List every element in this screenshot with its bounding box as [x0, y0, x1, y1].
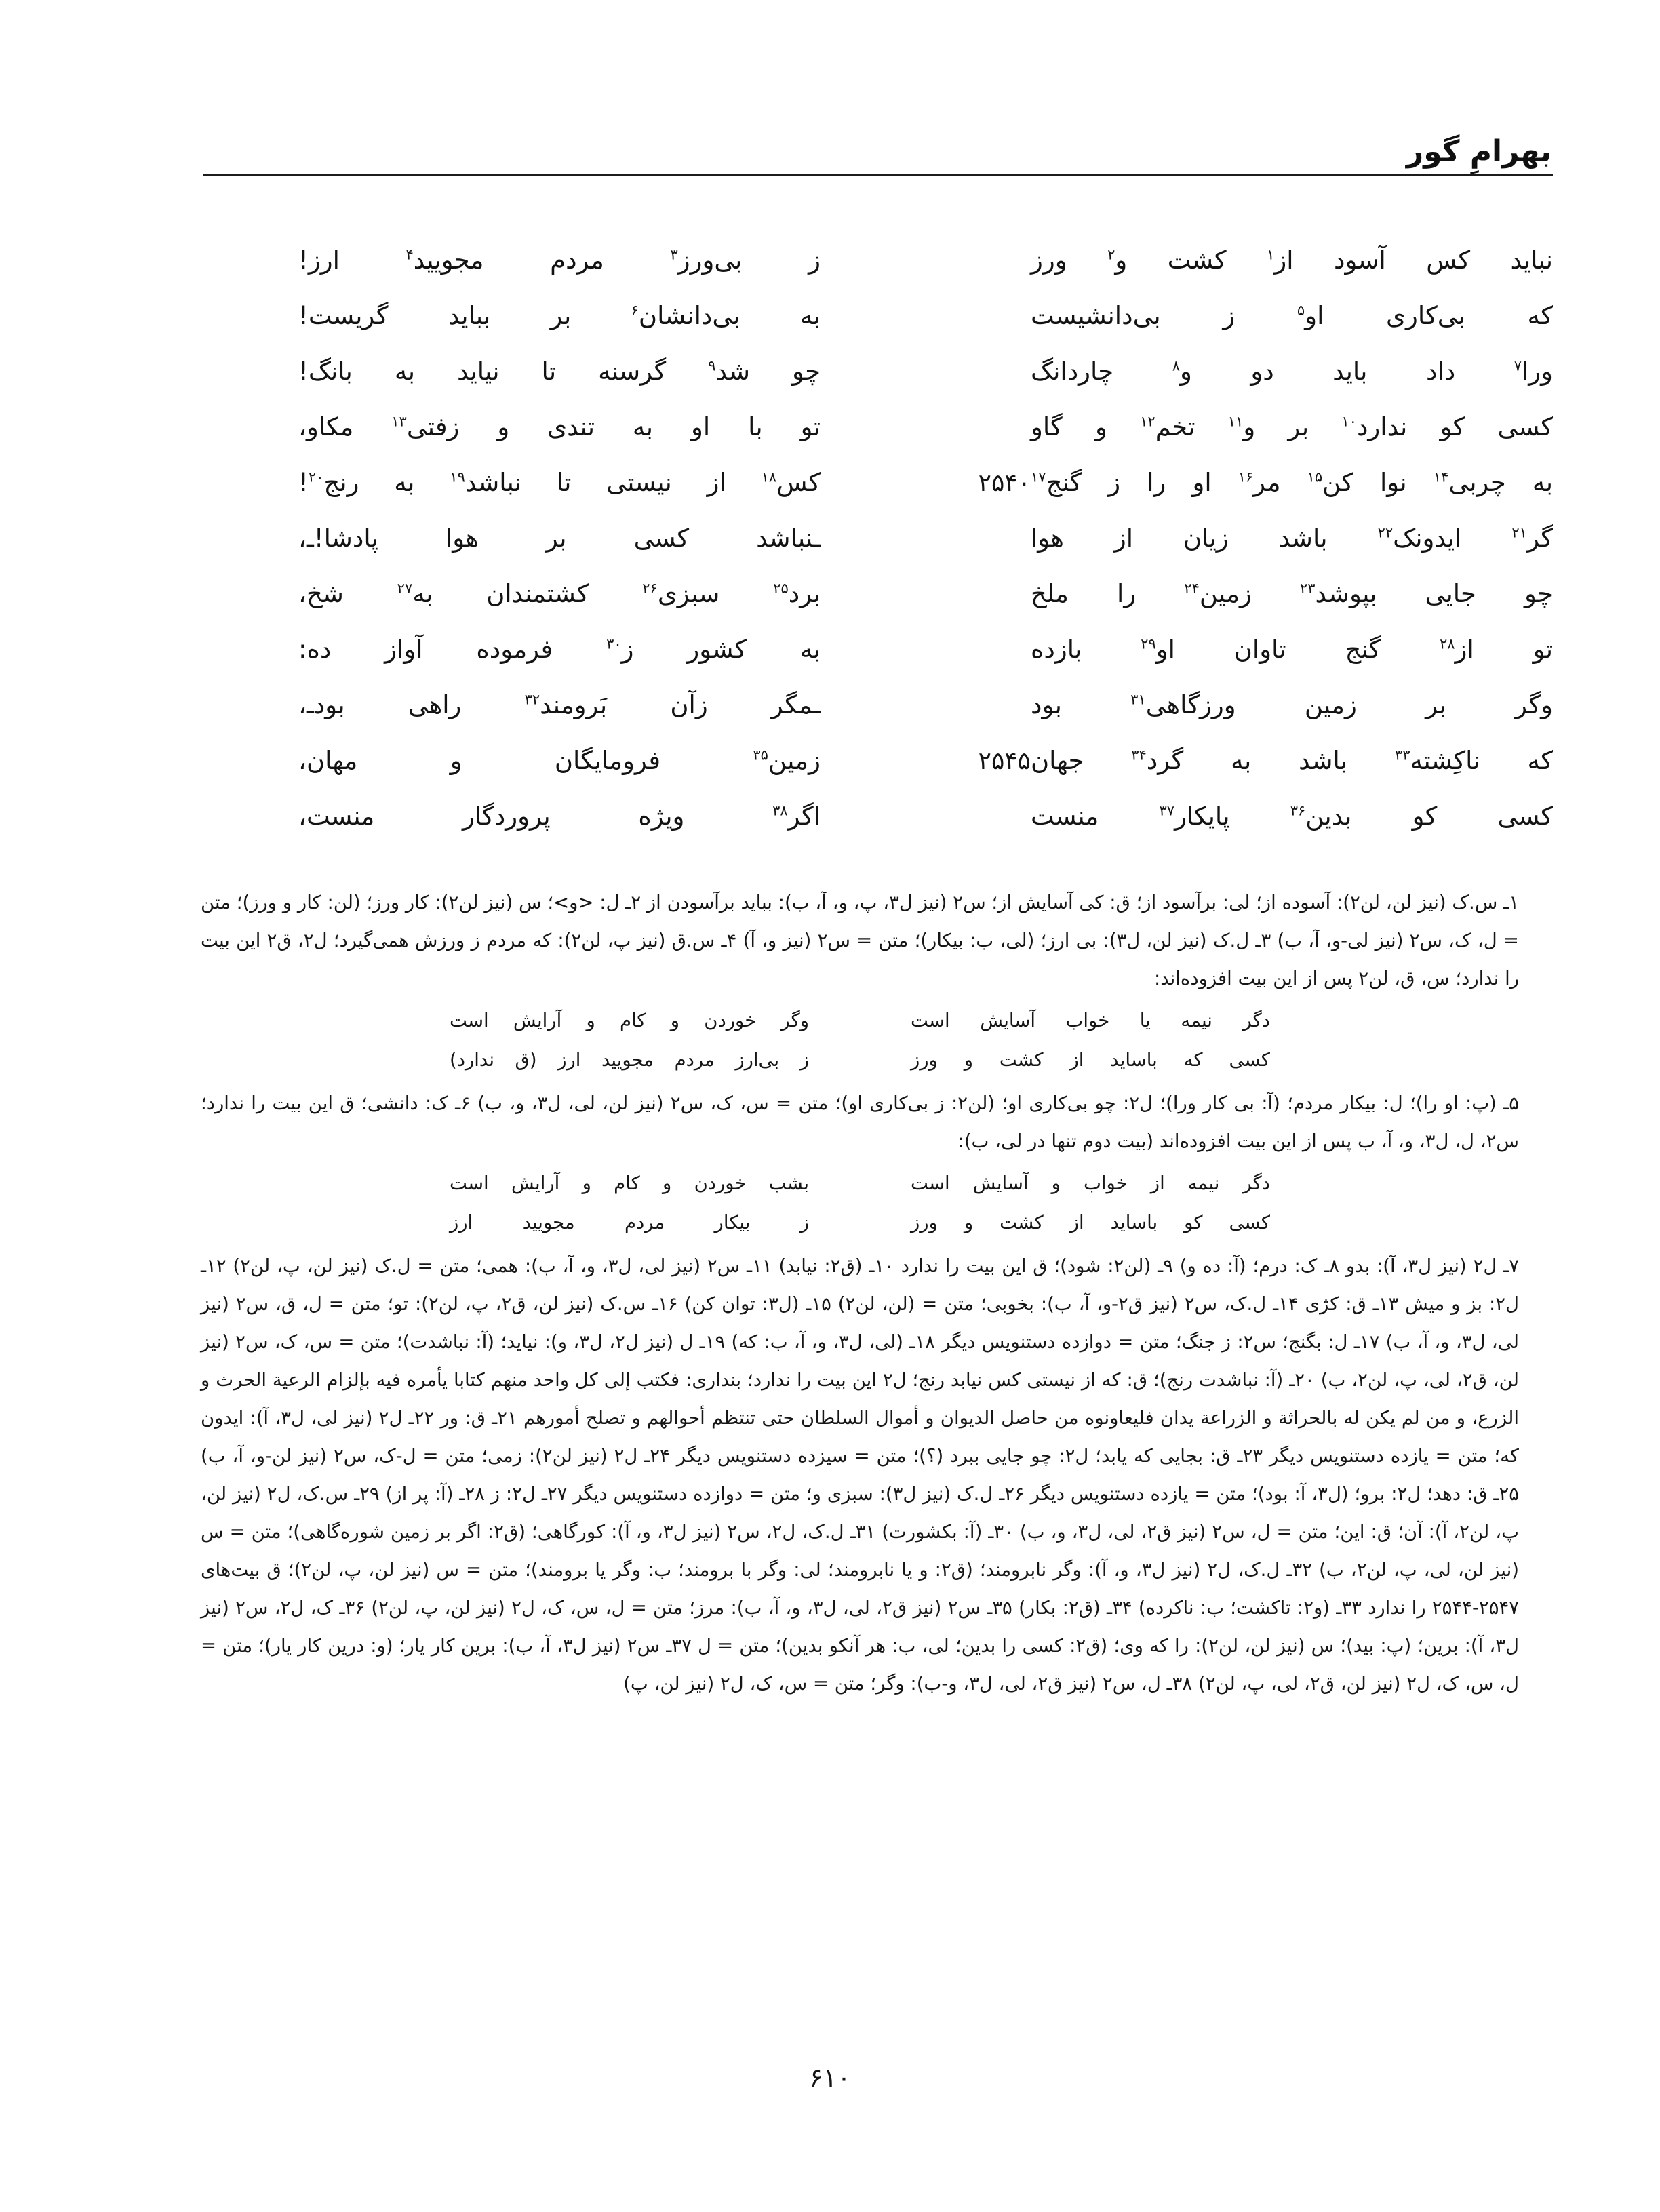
verse-number: ۲۵۴۰: [978, 469, 1031, 497]
hemistich-1: که بی‌کاری او$^۵$ ز بی‌دانشیست: [1031, 301, 1553, 330]
couplet-hemistich-2: وگر خوردن و کام و آرایش است: [450, 1010, 809, 1031]
couplet-hemistich-1: کسی کو باساید از کشت و ورز: [911, 1212, 1270, 1233]
verse-row-6: [298, 524, 1553, 579]
hemistich-1: کسی کو ندارد$^{۱۰}$ بر و$^{۱۱}$ تخم$^{۱۲}$ و گاو: [1031, 412, 1553, 441]
couplet-hemistich-1: کسی که باساید از کشت و ورز: [911, 1049, 1270, 1071]
couplet-line-1: [201, 1164, 1519, 1204]
hemistich-2: تو با او به تندی و زفتی$^{۱۳}$ مکاو،: [298, 412, 821, 441]
hemistich-2: به بی‌دانشان$^۶$ بر بباید گریست!: [298, 301, 821, 330]
verse-row-8: [298, 635, 1553, 690]
inserted-couplet-a: [201, 1002, 1519, 1080]
critical-apparatus: [201, 884, 1519, 1703]
verse-row-5: [298, 468, 1553, 524]
verse-row-4: [298, 412, 1553, 468]
verse-row-2: [298, 301, 1553, 357]
verse-row-11: [298, 802, 1553, 857]
inserted-couplet-b: [201, 1164, 1519, 1243]
hemistich-2: به کشور ز$^{۳۰}$ فرموده آواز ده:: [298, 635, 821, 664]
hemistich-1: نباید کس آسود از$^۱$ کشت و$^۲$ ورز: [1031, 245, 1553, 275]
couplet-line-2: [201, 1041, 1519, 1080]
running-head-title: بهرامِ گور: [1406, 134, 1552, 169]
couplet-hemistich-2: ز بی‌ارز مردم مجویید ارز (ق ندارد): [450, 1049, 809, 1071]
hemistich-1: کسی کو بدین$^{۳۶}$ پایکار$^{۳۷}$ منست: [1031, 802, 1553, 831]
hemistich-2: ـنباشد کسی بر هوا پادشا!ـ،: [298, 524, 821, 553]
verse-number-gutter: [821, 747, 1031, 775]
couplet-hemistich-2: ز بیکار مردم مجویید ارز: [450, 1212, 809, 1233]
hemistich-1: وگر بر زمین ورزگاهی$^{۳۱}$ بود: [1031, 690, 1553, 719]
hemistich-1: ورا$^۷$ داد باید دو و$^۸$ چاردانگ: [1031, 357, 1553, 386]
hemistich-1: گر$^{۲۱}$ ایدونک$^{۲۲}$ باشد زیان از هوا: [1031, 524, 1553, 553]
apparatus-paragraph-2: ۵ـ (پ: او را)؛ ل: بیکار مردم؛ (آ: بی کار ورا)؛ ل۲: چو بی‌کاری او؛ (لن۲: ز بی‌کاری او)؛ متن = س، ک، س۲ (نیز لن، لی، ل۳، و، ب) ۶ـ ک: دانشی؛ ق این بیت را ندارد؛ س۲، ل، ل۳، و، آ، ب پس از این بیت افزوده‌اند (بیت دوم تنها در لی، ب):: [201, 1092, 1520, 1152]
verse-number-gutter: [821, 469, 1031, 497]
hemistich-2: اگر$^{۳۸}$ ویژه پروردگار منست،: [298, 802, 821, 831]
page-number: ۶۱۰: [809, 2063, 851, 2093]
verse-row-9: [298, 690, 1553, 746]
verse-row-3: [298, 357, 1553, 412]
verse-number: ۲۵۴۵: [978, 747, 1031, 775]
couplet-hemistich-1: دگر نیمه از خواب و آسایش است: [911, 1172, 1270, 1194]
apparatus-paragraph-1: ۱ـ س.ک (نیز لن، لن۲): آسوده از؛ لی: برآسود از؛ ق: کی آسایش از؛ س۲ (نیز ل۳، پ، و، آ، ب): بباید برآسودن از ۲ـ ل: <و>؛ س (نیز لن۲): کار ورز؛ (لن: کار و ورز)؛ متن = ل، ک، س۲ (نیز لی-و، آ، ب) ۳ـ ل.ک (نیز لن، ل۳): بی ارز؛ (لی، ب: بیکار)؛ متن = س۲ (نیز و، آ) ۴ـ س.ق (نیز پ، لن۲): که مردم ز ورزش همی‌گیرد؛ ل۲، ق۲ این بیت را ندارد؛ س، ق، لن۲ پس از این بیت افزوده‌اند:: [201, 892, 1519, 989]
hemistich-2: ز بی‌ورز$^۳$ مردم مجویید$^۴$ ارز!: [298, 245, 821, 275]
verse-row-7: [298, 579, 1553, 635]
hemistich-1: چو جایی بپوشد$^{۲۳}$ زمین$^{۲۴}$ را ملخ: [1031, 579, 1554, 608]
couplet-hemistich-1: دگر نیمه یا خواب آسایش است: [911, 1010, 1270, 1031]
verse-row-1: [298, 245, 1553, 301]
hemistich-2: کس$^{۱۸}$ از نیستی تا نباشد$^{۱۹}$ به رنج$^{۲۰}$!: [298, 468, 821, 497]
hemistich-1: به چربی$^{۱۴}$ نوا کن$^{۱۵}$ مر$^{۱۶}$ او را ز گنج$^{۱۷}$: [1031, 468, 1554, 497]
couplet-hemistich-2: بشب خوردن و کام و آرایش است: [450, 1172, 809, 1194]
couplet-line-1: [201, 1002, 1519, 1041]
couplet-line-2: [201, 1204, 1519, 1243]
header-rule: [203, 174, 1553, 176]
hemistich-1: که ناکِشته$^{۳۳}$ باشد به گرد$^{۳۴}$ جهان: [1031, 746, 1553, 775]
poem-block: [298, 245, 1553, 857]
hemistich-2: برد$^{۲۵}$ سبزی$^{۲۶}$ کشتمندان به$^{۲۷}$ شخ،: [298, 579, 821, 608]
apparatus-paragraph-3: ۷ـ ل۲ (نیز ل۳، آ): بدو ۸ـ ک: درم؛ (آ: ده و) ۹ـ (لن۲: شود)؛ ق این بیت را ندارد ۱۰ـ (ق۲: نیابد) ۱۱ـ س۲ (نیز لی، ل۳، و، آ، ب): همی؛ متن = ل.ک (نیز لن، پ، لن۲) ۱۲ـ ل۲: بز و میش ۱۳ـ ق: کژی ۱۴ـ ل.ک، س۲ (نیز ق۲-و، آ، ب): بخوبی؛ متن = (لن، لن۲) ۱۵ـ (ل۳: توان کن) ۱۶ـ س.ک (نیز لن، ق۲، پ، لن۲): تو؛ متن = ل، ق، س۲ (نیز لی، ل۳، و، آ، ب) ۱۷ـ ل: بگنج؛ س۲: ز جنگ؛ متن = دوازده دستنویس دیگر ۱۸ـ (لی، ل۳، و، آ، ب: که) ۱۹ـ ل (نیز ل۲، ل۳، و): نیاید؛ (آ: نباشدت)؛ متن = س، ک، س۲ (نیز لن، ق۲، لی، پ، لن۲، ب) ۲۰ـ (آ: نباشدت رنج)؛ ق: که از نیستی کس نیابد رنج؛ ل۲ این بیت را ندارد؛ بنداری: فكتب إلى كل واحد منهم كتابا يأمره فيه بإلزام الرعية الحرث و الزرع، و من لم يكن له بالحراثة و الزراعة يدان فليعاونوه من حاصل الديوان و أموال السلطان حتى تنتظم أحوالهم و تصلح أمورهم ۲۱ـ ق: ور ۲۲ـ ل۲ (نیز لی، ل۳، آ): ایدون که؛ متن = یازده دستنویس دیگر ۲۳ـ ق: بجایی که یابد؛ ل۲: چو جایی ببرد (؟)؛ متن = سیزده دستنویس دیگر ۲۴ـ ل۲ (نیز لن۲): زمی؛ متن = ل-ک، س۲ (نیز لن-و، آ، ب) ۲۵ـ ق: دهد؛ ل۲: برو؛ (ل۳، آ: بود)؛ متن = یازده دستنویس دیگر ۲۶ـ ل.ک (نیز ل۳): سبزی و؛ متن = دوازده دستنویس دیگر ۲۷ـ ل۲: ز ۲۸ـ (آ: پر از) ۲۹ـ س.ک، ل۲ (نیز لن، پ، لن۲، آ): آن؛ ق: این؛ متن = ل، س۲ (نیز ق۲، لی، ل۳، و، ب) ۳۰ـ (آ: بکشورت) ۳۱ـ ل.ک، ل۲، س۲ (نیز ل۳، و، آ): کورگاهی؛ (ق۲: اگر بر زمین شوره‌گاهی)؛ متن = س (نیز لن، لی، پ، لن۲، ب) ۳۲ـ ل.ک، ل۲ (نیز ل۳، و، آ): وگر نابرومند؛ (ق۲: و یا نابرومند؛ لی: وگر با برومند؛ ب: وگر یا برومند)؛ متن = س (نیز لن، پ، لن۲)؛ ق بیت‌های ۲۵۴۷-۲۵۴۴ را ندارد ۳۳ـ (و۲: تاکشت؛ ب: ناکرده) ۳۴ـ (ق۲: بکار) ۳۵ـ س۲ (نیز ق۲، لی، ل۳، و، آ، ب): مرز؛ متن = ل، س، ک، ل۲ (نیز لن، پ، لن۲) ۳۶ـ ک، ل۲، س۲ (نیز ل۳، آ): برین؛ (پ: بید)؛ س (نیز لن، لن۲): را که وی؛ (ق۲: کسی را بدین؛ لی، ب: هر آنکو بدین)؛ متن = ل ۳۷ـ س۲ (نیز ل۳، آ، ب): برین کار یار؛ (و: درین کار یار)؛ متن = ل، س، ک، ل۲ (نیز لن، ق۲، لی، پ، لن۲) ۳۸ـ ل، س۲ (نیز ق۲، لی، ل۳، و-ب): وگر؛ متن = س، ک، ل۲ (نیز لن، پ): [201, 1255, 1520, 1695]
verse-row-10: [298, 746, 1553, 802]
hemistich-2: ـمگر زآن بَرومند$^{۳۲}$ راهی بودـ،: [298, 690, 821, 719]
hemistich-2: چو شد$^۹$ گرسنه تا نیاید به بانگ!: [298, 357, 821, 386]
hemistich-1: تو از$^{۲۸}$ گنج تاوان او$^{۲۹}$ بازده: [1031, 635, 1553, 664]
hemistich-2: زمین$^{۳۵}$ فرومایگان و مهان،: [298, 746, 821, 775]
